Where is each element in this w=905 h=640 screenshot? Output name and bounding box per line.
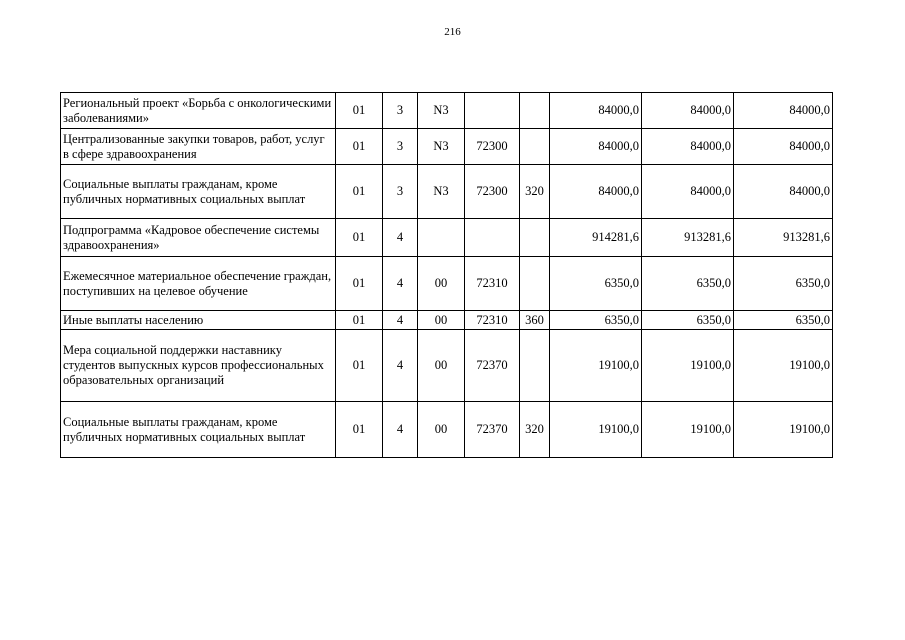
subsection-code-cell: 4 — [383, 219, 418, 257]
program-code-cell: 00 — [418, 311, 465, 330]
target-article-cell: 72370 — [465, 402, 520, 458]
section-code-cell: 01 — [336, 93, 383, 129]
amount-year-2-cell: 84000,0 — [642, 93, 734, 129]
program-code-cell: 00 — [418, 330, 465, 402]
amount-year-3-cell: 6350,0 — [734, 257, 833, 311]
amount-year-2-cell: 84000,0 — [642, 165, 734, 219]
subsection-code-cell: 4 — [383, 402, 418, 458]
table-row — [61, 93, 833, 129]
row-name-cell: Мера социальной поддержки наставнику студентов выпускных курсов профессиональных образовательных организаций — [61, 330, 336, 402]
target-article-cell: 72370 — [465, 330, 520, 402]
amount-year-2-cell: 84000,0 — [642, 129, 734, 165]
target-article-cell: 72300 — [465, 129, 520, 165]
row-name-cell: Региональный проект «Борьба с онкологическими заболеваниями» — [61, 93, 336, 129]
amount-year-3-cell: 6350,0 — [734, 311, 833, 330]
amount-year-1-cell: 6350,0 — [550, 311, 642, 330]
amount-year-2-cell: 19100,0 — [642, 402, 734, 458]
budget-table — [60, 92, 833, 458]
table-row — [61, 165, 833, 219]
expense-type-cell — [520, 257, 550, 311]
table-row — [61, 257, 833, 311]
row-name-cell: Централизованные закупки товаров, работ, услуг в сфере здравоохранения — [61, 129, 336, 165]
subsection-code-cell: 4 — [383, 257, 418, 311]
section-code-cell: 01 — [336, 129, 383, 165]
amount-year-3-cell: 913281,6 — [734, 219, 833, 257]
expense-type-cell — [520, 129, 550, 165]
section-code-cell: 01 — [336, 330, 383, 402]
target-article-cell: 72310 — [465, 257, 520, 311]
section-code-cell: 01 — [336, 219, 383, 257]
expense-type-cell: 320 — [520, 402, 550, 458]
amount-year-3-cell: 84000,0 — [734, 165, 833, 219]
expense-type-cell: 360 — [520, 311, 550, 330]
row-name-cell: Социальные выплаты гражданам, кроме публичных нормативных социальных выплат — [61, 402, 336, 458]
amount-year-1-cell: 6350,0 — [550, 257, 642, 311]
program-code-cell: 00 — [418, 257, 465, 311]
amount-year-3-cell: 84000,0 — [734, 93, 833, 129]
table-row — [61, 402, 833, 458]
program-code-cell: 00 — [418, 402, 465, 458]
expense-type-cell — [520, 93, 550, 129]
row-name-cell: Иные выплаты населению — [61, 311, 336, 330]
amount-year-1-cell: 19100,0 — [550, 402, 642, 458]
amount-year-2-cell: 6350,0 — [642, 257, 734, 311]
table-row — [61, 219, 833, 257]
row-name-cell: Социальные выплаты гражданам, кроме публичных нормативных социальных выплат — [61, 165, 336, 219]
expense-type-cell — [520, 330, 550, 402]
amount-year-3-cell: 19100,0 — [734, 402, 833, 458]
section-code-cell: 01 — [336, 402, 383, 458]
table-row — [61, 311, 833, 330]
program-code-cell: N3 — [418, 93, 465, 129]
amount-year-2-cell: 913281,6 — [642, 219, 734, 257]
amount-year-1-cell: 84000,0 — [550, 93, 642, 129]
subsection-code-cell: 4 — [383, 330, 418, 402]
program-code-cell: N3 — [418, 165, 465, 219]
table-body — [61, 93, 833, 458]
target-article-cell — [465, 93, 520, 129]
page-number: 216 — [444, 26, 461, 38]
subsection-code-cell: 4 — [383, 311, 418, 330]
expense-type-cell — [520, 219, 550, 257]
target-article-cell: 72300 — [465, 165, 520, 219]
amount-year-1-cell: 84000,0 — [550, 129, 642, 165]
target-article-cell — [465, 219, 520, 257]
amount-year-3-cell: 84000,0 — [734, 129, 833, 165]
row-name-cell: Подпрограмма «Кадровое обеспечение системы здравоохранения» — [61, 219, 336, 257]
table-row — [61, 129, 833, 165]
amount-year-3-cell: 19100,0 — [734, 330, 833, 402]
subsection-code-cell: 3 — [383, 93, 418, 129]
program-code-cell — [418, 219, 465, 257]
row-name-cell: Ежемесячное материальное обеспечение граждан, поступивших на целевое обучение — [61, 257, 336, 311]
subsection-code-cell: 3 — [383, 165, 418, 219]
target-article-cell: 72310 — [465, 311, 520, 330]
section-code-cell: 01 — [336, 257, 383, 311]
amount-year-1-cell: 19100,0 — [550, 330, 642, 402]
table-row — [61, 330, 833, 402]
program-code-cell: N3 — [418, 129, 465, 165]
amount-year-1-cell: 84000,0 — [550, 165, 642, 219]
subsection-code-cell: 3 — [383, 129, 418, 165]
section-code-cell: 01 — [336, 165, 383, 219]
amount-year-2-cell: 19100,0 — [642, 330, 734, 402]
amount-year-1-cell: 914281,6 — [550, 219, 642, 257]
section-code-cell: 01 — [336, 311, 383, 330]
expense-type-cell: 320 — [520, 165, 550, 219]
amount-year-2-cell: 6350,0 — [642, 311, 734, 330]
